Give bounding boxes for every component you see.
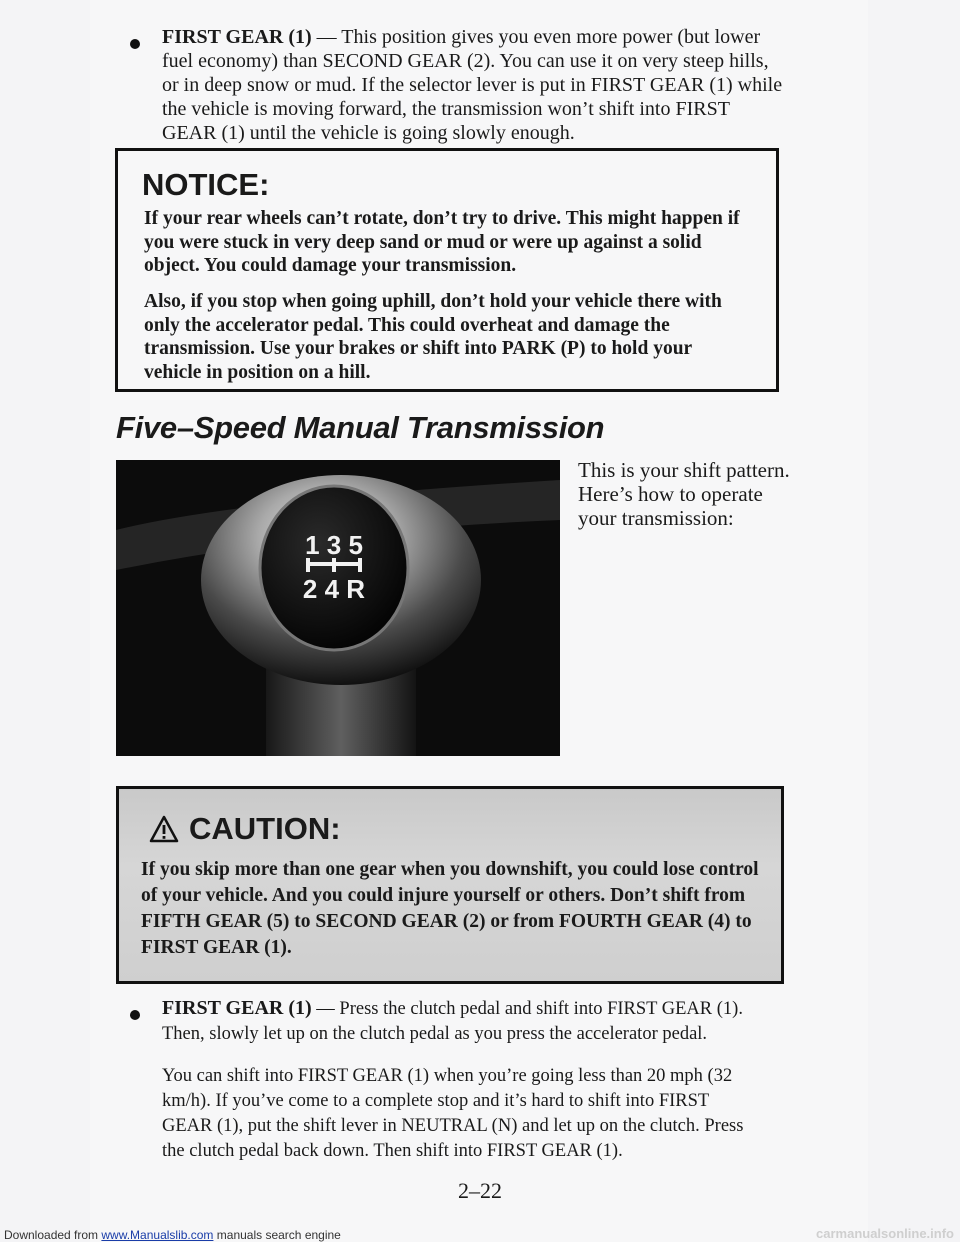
bullet [130, 1010, 140, 1020]
caution-title-row [149, 811, 341, 847]
notice-box [115, 148, 779, 392]
footer-suffix: manuals search engine [213, 1228, 341, 1242]
bullet [130, 39, 140, 49]
first-gear-text: — This position gives you even more power (but lower fuel economy) than SECOND GEAR (2). You can use it on very steep hills, or in deep snow or mud. If the selector lever is put in FIRST GEAR (1) while the vehicle is moving forward, the transmission won’t shift into FIRST GEAR (1) until the vehicle is going slowly enough. [162, 26, 783, 144]
page-number: 2–22 [458, 1178, 502, 1203]
first-gear-instructions-text: — Press the clutch pedal and shift into FIRST GEAR (1). Then, slowly let up on the clutch pedal as you press the accelerator pedal. [162, 999, 743, 1044]
shift-pattern-top-row: 1 3 5 [305, 530, 363, 560]
first-gear-speed-paragraph: You can shift into FIRST GEAR (1) when you’re going less than 20 mph (32 km/h). If you’ve come to a complete stop and it’s hard to shift into FIRST GEAR (1), put the shift lever in NEUTRAL (N) and let up on the clutch. Press the clutch pedal back down. Then shift into FIRST GEAR (1). [162, 1066, 744, 1161]
first-gear-label-2: FIRST GEAR (1) [162, 997, 312, 1019]
shift-knob-illustration [116, 460, 560, 756]
first-gear-paragraph [162, 25, 787, 145]
shift-pattern-bottom-row: 2 4 R [302, 574, 366, 604]
warning-triangle-icon [149, 815, 179, 843]
first-gear-label: FIRST GEAR (1) [162, 26, 312, 48]
notice-paragraph-1: If your rear wheels can’t rotate, don’t try to drive. This might happen if you were stuck in very deep sand or mud or were up against a solid object. You could damage your transmission. [144, 208, 740, 276]
shift-knob-photo [116, 460, 560, 756]
footer-prefix: Downloaded from [4, 1228, 102, 1242]
watermark: carmanualsonline.info [816, 1226, 954, 1241]
caution-title: CAUTION: [189, 811, 341, 846]
caution-box [116, 786, 784, 984]
section-heading: Five–Speed Manual Transmission [116, 410, 605, 445]
shift-pattern-intro: This is your shift pattern. Here’s how to operate your transmission: [578, 458, 790, 530]
first-gear-instructions [162, 996, 787, 1047]
caution-text: If you skip more than one gear when you downshift, you could lose control of your vehicle. And you could injure yourself or others. Don’t shift from FIFTH GEAR (5) to SECOND GEAR (2) or from FOURTH GEAR (4) to FIRST GEAR (1). [141, 859, 759, 958]
notice-title: NOTICE: [142, 167, 270, 202]
manualslib-link[interactable]: www.Manualslib.com [101, 1228, 214, 1242]
download-footer [4, 1228, 341, 1242]
notice-paragraph-2: Also, if you stop when going uphill, don’t hold your vehicle there with only the accelerator pedal. This could overheat and damage the transmission. Use your brakes or shift into PARK (P) to hold your vehicle in position on a hill. [144, 291, 722, 383]
